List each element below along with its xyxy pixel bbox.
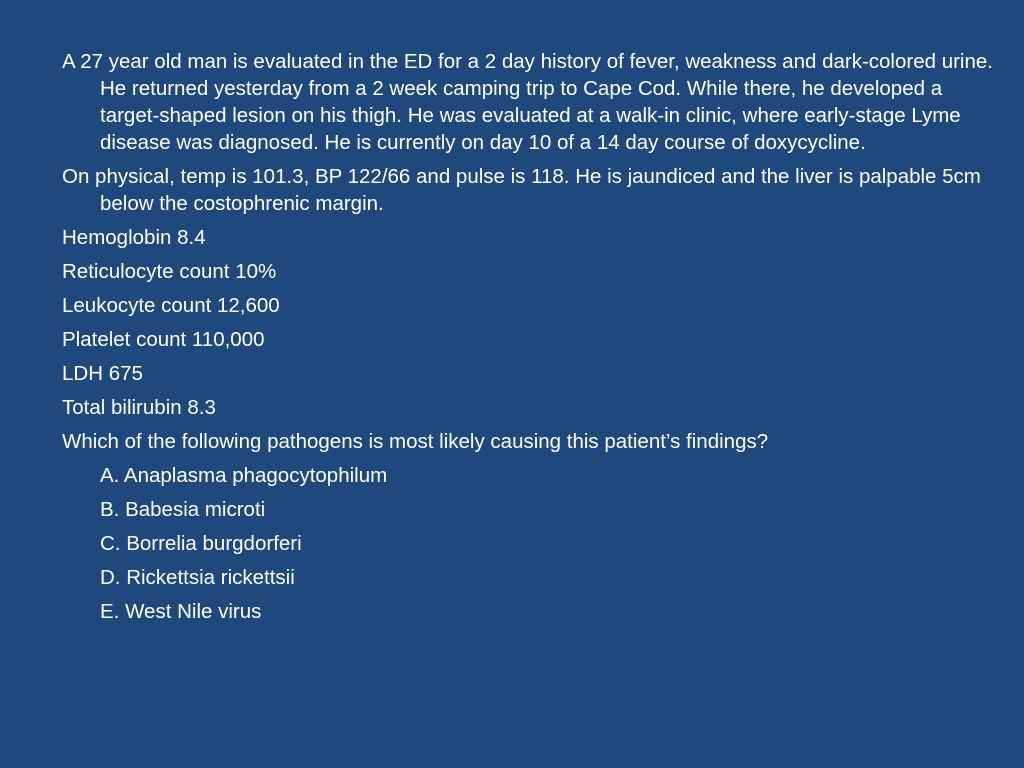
lab-hemoglobin: Hemoglobin 8.4 [62, 226, 206, 249]
physical-exam: On physical, temp is 101.3, BP 122/66 and pulse is 118. He is jaundiced and the liver is palpable 5cm below the costophrenic margin. [62, 165, 981, 215]
option-e: E. West Nile virus [100, 600, 262, 623]
option-b: B. Babesia microti [100, 498, 266, 521]
lab-platelet-count: Platelet count 110,000 [62, 328, 265, 351]
case-stem: A 27 year old man is evaluated in the ED for a 2 day history of fever, weakness and dark-colored urine. He returned yesterday from a 2 week camping trip to Cape Cod. While there, he developed a target-shaped lesion on his thigh. He was evaluated at a walk-in clinic, where early-stage Lyme disease was diagnosed. He is currently on day 10 of a 14 day course of doxycycline. [62, 50, 993, 154]
lab-leukocyte-count: Leukocyte count 12,600 [62, 294, 280, 317]
question-text: Which of the following pathogens is most likely causing this patient’s findings? [62, 430, 769, 453]
option-c: C. Borrelia burgdorferi [100, 532, 302, 555]
option-d: D. Rickettsia rickettsii [100, 566, 295, 589]
lab-ldh: LDH 675 [62, 362, 143, 385]
lab-reticulocyte-count: Reticulocyte count 10% [62, 260, 277, 283]
lab-total-bilirubin: Total bilirubin 8.3 [62, 396, 216, 419]
option-a: A. Anaplasma phagocytophilum [100, 464, 388, 487]
